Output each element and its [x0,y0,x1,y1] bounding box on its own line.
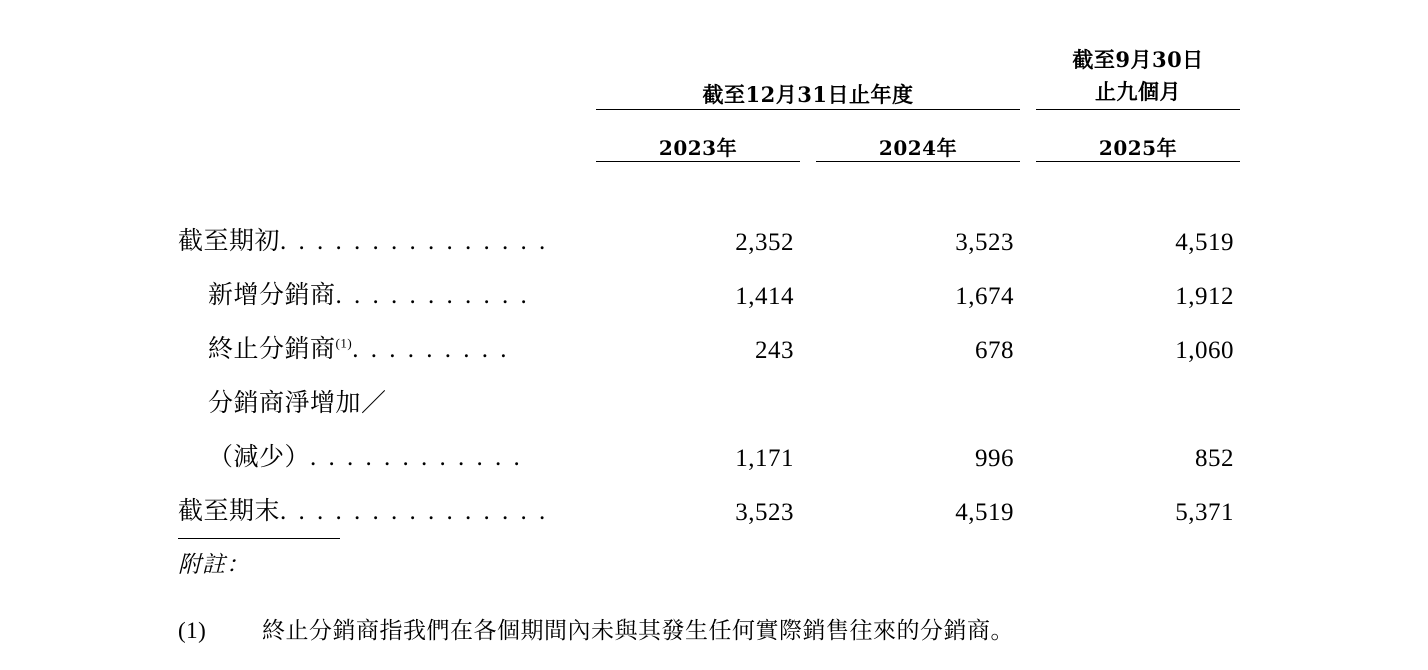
row-value-2025: 1,912 [1175,283,1235,310]
header-column-2023-rule [596,161,800,162]
row-value-2025: 1,060 [1175,337,1235,364]
row-value-2024: 1,674 [955,283,1015,310]
row-label: 終止分銷商 [208,336,336,363]
row-leader: . . . . . . . . . . . . . . . [280,228,549,255]
row-label: （減少） [208,444,311,471]
header-column-2025-rule [1036,161,1240,162]
header-column-2023 [588,116,808,168]
row-label-cell [178,374,588,428]
row-value-2025: 5,371 [1175,499,1235,526]
row-leader: . . . . . . . . . . . . [310,444,523,471]
footnote-item-marker: (1) [178,618,207,643]
row-label: 分銷商淨增加／ [208,390,387,417]
header-corner-cell [178,26,588,116]
row-value-2024: 4,519 [955,499,1015,526]
header-group-years-label: 截至12月31日止年度 [702,82,914,107]
row-value-2023: 1,414 [735,283,794,310]
header-group-months-rule [1036,109,1240,110]
row-leader: . . . . . . . . . . . . . . . [280,498,549,525]
row-footnote-marker: (1) [335,335,353,351]
row-value-2024: 678 [975,337,1015,364]
row-value-2024: 996 [975,445,1015,472]
row-leader: . . . . . . . . . [352,336,510,363]
row-label-cell [178,320,588,374]
table-row [178,212,1248,266]
header-year-corner-cell [178,116,588,168]
row-label: 截至期初 [178,228,281,255]
row-label-cell [178,428,588,482]
table-row [178,482,1248,536]
header-group-years [588,26,1028,116]
row-label-cell [178,482,588,536]
distributor-movement-table [178,26,1248,536]
header-column-2025 [1028,116,1248,168]
header-column-2024 [808,116,1028,168]
table-header-year-row [178,116,1248,168]
table-row [178,428,1248,482]
header-column-2025-label: 2025年 [1098,136,1178,160]
row-value-2023: 1,171 [735,445,794,472]
table-row [178,266,1248,320]
row-label-cell [178,266,588,320]
row-value-2023 [588,374,808,428]
row-value-2023: 2,352 [735,229,794,256]
table-row [178,374,1248,428]
footnote-item [178,612,1014,645]
header-group-years-rule [596,109,1020,110]
row-value-2023: 243 [755,337,794,364]
footnote-divider [178,538,340,539]
header-column-2024-rule [816,161,1020,162]
row-leader: . . . . . . . . . . . [335,282,530,309]
row-label-cell [178,212,588,266]
row-value-2023: 3,523 [735,499,794,526]
header-group-months [1028,26,1248,116]
row-value-2025: 852 [1195,445,1235,472]
row-value-2024 [808,374,1028,428]
header-column-2023-label: 2023年 [658,136,738,160]
row-label: 新增分銷商 [208,282,336,309]
table-header-group-row [178,26,1248,116]
header-column-2024-label: 2024年 [878,136,958,160]
row-label: 截至期末 [178,498,281,525]
row-value-2024: 3,523 [955,229,1015,256]
footnote-item-text: 終止分銷商指我們在各個期間內未與其發生任何實際銷售往來的分銷商。 [262,618,1014,643]
row-value-2025: 4,519 [1175,229,1235,256]
header-body-spacer [178,168,1248,212]
row-value-2025 [1028,374,1248,428]
header-group-months-line1: 截至9月30日 [1072,46,1204,72]
table-row [178,320,1248,374]
header-group-months-line2: 止九個月 [1095,79,1182,105]
footnote-title: 附註： [178,552,250,577]
